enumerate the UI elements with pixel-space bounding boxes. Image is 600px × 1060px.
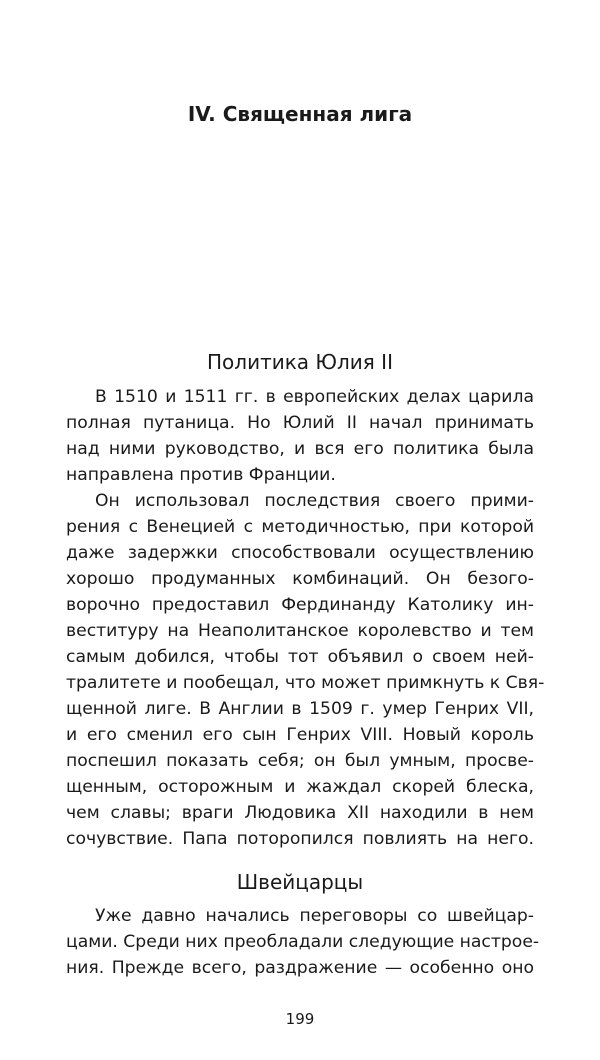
text-line: щенной лиге. В Англии в 1509 г. умер Генрих VII, (66, 699, 534, 719)
text-line: щенным, осторожным и жаждал скорей блеска, (66, 777, 534, 797)
text-line: хорошо продуманных комбинаций. Он безого- (66, 569, 534, 589)
text-line: направлена против Франции. (66, 465, 336, 485)
text-line: тралитете и пообещал, что может примкнуть к Свя- (66, 673, 545, 693)
section-heading: Политика Юлия II (207, 350, 393, 374)
section-heading: Швейцарцы (236, 870, 364, 894)
section-body (66, 903, 540, 981)
text-line: веституру на Неаполитанское королевство и тем (66, 621, 534, 641)
text-line: В 1510 и 1511 гг. в европейских делах царила (95, 387, 534, 407)
text-line: даже задержки способствовали осуществлению (66, 543, 534, 563)
text-line: поспешил показать себя; он был умным, просве- (66, 751, 534, 771)
text-line: полная путаница. Но Юлий II начал принимать (66, 413, 534, 433)
text-line: самым добился, чтобы тот объявил о своем ней- (66, 647, 534, 667)
page-number: 199 (285, 1010, 315, 1028)
text-line: и его сменил его сын Генрих VIII. Новый король (66, 725, 534, 745)
text-line: Уже давно начались переговоры со швейцар- (95, 906, 534, 926)
text-line: рения с Венецией с методичностью, при которой (66, 517, 534, 537)
text-line: Он использовал последствия своего прими- (95, 491, 534, 511)
text-line: чем славы; враги Людовика XII находили в нем (66, 803, 534, 823)
text-line: ния. Прежде всего, раздражение — особенно оно (66, 958, 534, 978)
section-body (66, 384, 545, 852)
chapter-title: IV. Священная лига (187, 102, 413, 126)
text-line: цами. Среди них преобладали следующие настрое- (66, 932, 540, 952)
text-line: сочувствие. Папа поторопился повлиять на него. (66, 829, 534, 849)
text-line: над ними руководство, и вся его политика была (66, 439, 534, 459)
text-line: ворочно предоставил Фердинанду Католику ин- (66, 595, 534, 615)
